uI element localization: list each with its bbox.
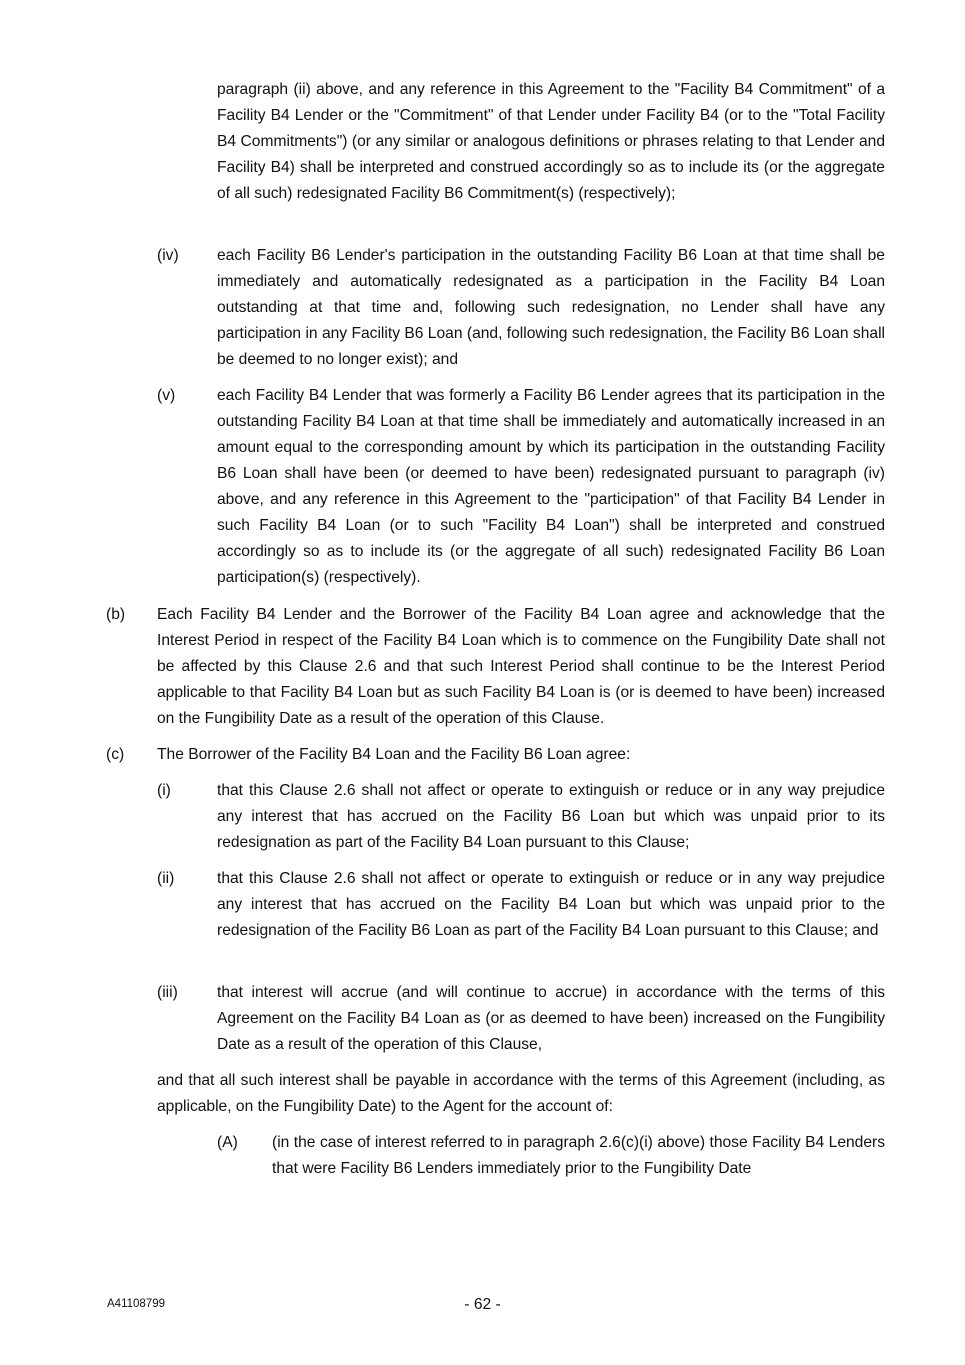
item-c-ii-label: (ii) xyxy=(157,870,175,887)
document-reference: A41108799 xyxy=(107,1298,165,1310)
item-c-text: The Borrower of the Facility B4 Loan and the Facility B6 Loan agree: xyxy=(157,746,631,763)
item-v-text: each Facility B4 Lender that was formerly a Facility B6 Lender agrees that its participation in the outstanding Facility B4 Loan at that time shall be immediately and automatically increased in an amount equal to the corresponding amount by which its participation in the outstanding Facility B6 Loan shall have been (or deemed to have been) redesignated pursuant to paragraph (iv) above, and any reference in this Agreement to the "participation" of that Facility B4 Lender in such Facility B4 Loan (or to such "Facility B4 Loan") shall be interpreted and construed accordingly so as to include its (or the aggregate of all such) redesignated Facility B6 Loan participation(s) (respectively). xyxy=(217,387,885,586)
item-c-iii-text: that interest will accrue (and will continue to accrue) in accordance with the terms of this Agreement on the Facility B4 Loan as (or as deemed to have been) increased on the Fungibility Date as a result of the operation of this Clause, xyxy=(217,984,885,1053)
item-v-label: (v) xyxy=(157,387,176,404)
page-number: - 62 - xyxy=(464,1296,501,1313)
item-iv-label: (iv) xyxy=(157,247,179,264)
item-c-label: (c) xyxy=(106,746,125,763)
item-c-tail-text: and that all such interest shall be payable in accordance with the terms of this Agreement (including, as applicable, on the Fungibility Date) to the Agent for the account of: xyxy=(157,1072,885,1115)
item-c-A-label: (A) xyxy=(217,1134,238,1151)
item-c-i-text: that this Clause 2.6 shall not affect or operate to extinguish or reduce or in any way prejudice any interest that has accrued on the Facility B6 Loan but which was unpaid prior to its redesignation as part of the Facility B4 Loan pursuant to this Clause; xyxy=(217,782,885,851)
item-b-text: Each Facility B4 Lender and the Borrower of the Facility B4 Loan agree and acknowledge that the Interest Period in respect of the Facility B4 Loan which is to commence on the Fungibility Date shall not be affected by this Clause 2.6 and that such Interest Period shall continue to be the Interest Period applicable to that Facility B4 Loan but as such Facility B4 Loan is (or is deemed to have been) increased on the Fungibility Date as a result of the operation of this Clause. xyxy=(157,606,885,727)
continuation-paragraph: paragraph (ii) above, and any reference in this Agreement to the "Facility B4 Commitment" of a Facility B4 Lender or the "Commitment" of that Lender under Facility B4 (or to the "Total Facility B4 Commitments") (or any similar or analogous definitions or phrases relating to that Lender and Facility B4) shall be interpreted and construed accordingly so as to include its (or the aggregate of all such) redesignated Facility B6 Commitment(s) (respectively); xyxy=(217,81,885,202)
item-c-ii-text: that this Clause 2.6 shall not affect or operate to extinguish or reduce or in any way prejudice any interest that has accrued on the Facility B4 Loan but which was unpaid prior to the redesignation of the Facility B6 Loan as part of the Facility B4 Loan pursuant to this Clause; and xyxy=(217,870,885,939)
item-iv-text: each Facility B6 Lender's participation in the outstanding Facility B6 Loan at that time shall be immediately and automatically redesignated as a participation in the Facility B4 Loan outstanding at that time and, following such redesignation, no Lender shall have any participation in any Facility B6 Loan (and, following such redesignation, the Facility B6 Loan shall be deemed to no longer exist); and xyxy=(217,247,885,368)
item-c-A-text: (in the case of interest referred to in paragraph 2.6(c)(i) above) those Facility B4 Lenders that were Facility B6 Lenders immediately prior to the Fungibility Date xyxy=(272,1134,885,1177)
item-c-i-label: (i) xyxy=(157,782,171,799)
item-b-label: (b) xyxy=(106,606,126,623)
item-c-iii-label: (iii) xyxy=(157,984,178,1001)
